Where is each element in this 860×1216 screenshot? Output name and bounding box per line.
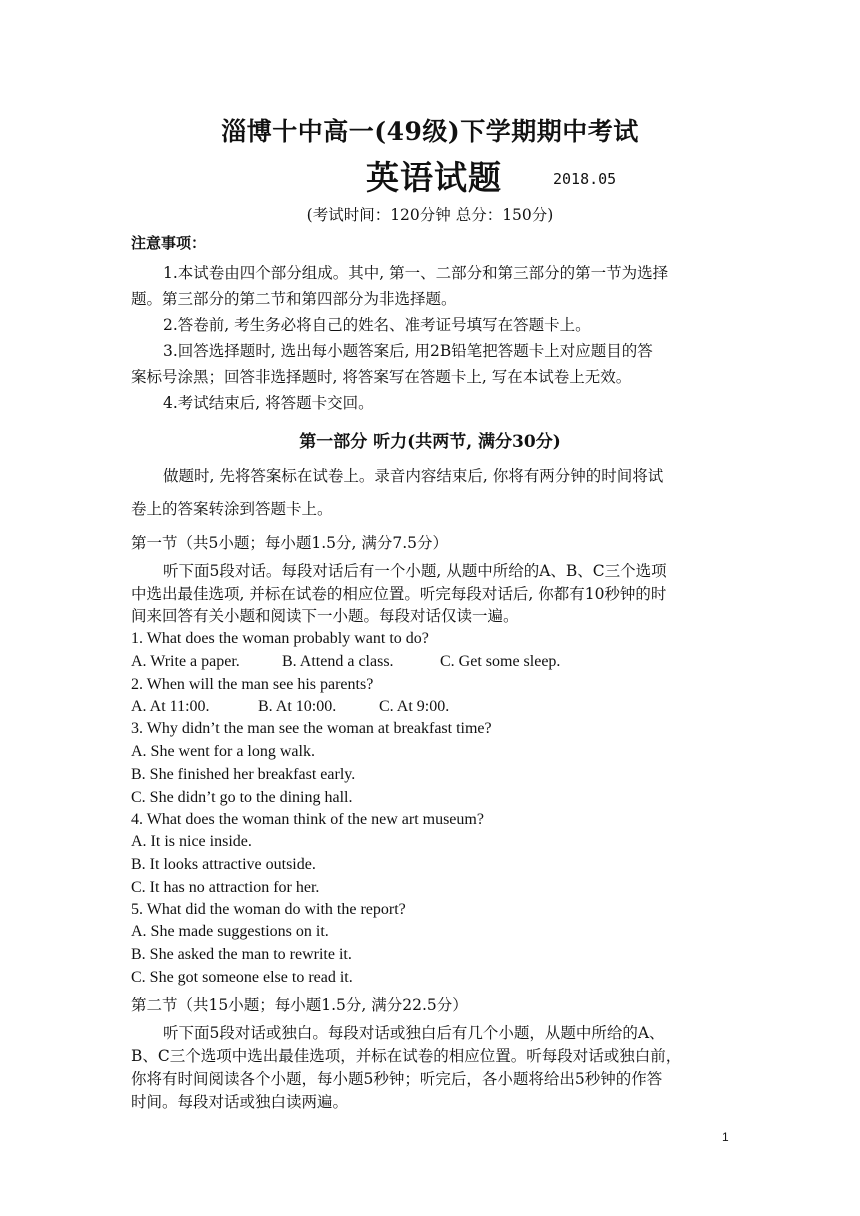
q2-option-b: B. At 10:00. — [258, 698, 337, 715]
notice-line-1: 1.本试卷由四个部分组成。其中, 第一、二部分和第三部分的第一节为选择 — [163, 264, 669, 282]
section2-instruction-4: 时间。每段对话或独白读两遍。 — [131, 1093, 349, 1111]
question-3: 3. Why didn’t the man see the woman at breakfast time? — [131, 720, 492, 737]
page-number: 1 — [722, 1130, 729, 1144]
notice-line-2: 题。第三部分的第二节和第四部分为非选择题。 — [131, 290, 457, 308]
notice-line-5: 案标号涂黑；回答非选择题时, 将答案写在答题卡上, 写在本试卷上无效。 — [131, 368, 632, 386]
q1-option-b: B. Attend a class. — [282, 653, 394, 670]
notice-line-3: 2.答卷前, 考生务必将自己的姓名、准考证号填写在答题卡上。 — [163, 316, 591, 334]
section2-heading: 第二节（共15小题；每小题1.5分, 满分22.5分） — [131, 996, 468, 1014]
section1-instruction-1: 听下面5段对话。每段对话后有一个小题, 从题中所给的A、B、C三个选项 — [163, 562, 667, 580]
section2-instruction-2: B、C三个选项中选出最佳选项，并标在试卷的相应位置。听每段对话或独白前， — [131, 1047, 682, 1065]
q5-option-c: C. She got someone else to read it. — [131, 969, 353, 986]
notice-heading: 注意事项： — [131, 234, 207, 252]
subject-title: 英语试题 — [366, 158, 502, 197]
q5-option-a: A. She made suggestions on it. — [131, 923, 329, 940]
q1-option-c: C. Get some sleep. — [440, 653, 561, 670]
q2-option-a: A. At 11:00. — [131, 698, 210, 715]
q4-option-a: A. It is nice inside. — [131, 833, 252, 850]
section2-instruction-1: 听下面5段对话或独白。每段对话或独白后有几个小题，从题中所给的A、 — [163, 1024, 665, 1042]
q4-option-c: C. It has no attraction for her. — [131, 879, 320, 896]
q5-option-b: B. She asked the man to rewrite it. — [131, 946, 352, 963]
exam-title: 淄博十中高一(49级)下学期期中考试 — [221, 117, 639, 146]
q3-option-a: A. She went for a long walk. — [131, 743, 315, 760]
part1-heading: 第一部分 听力(共两节, 满分30分) — [299, 432, 561, 452]
q2-option-c: C. At 9:00. — [379, 698, 450, 715]
part1-intro-1: 做题时, 先将答案标在试卷上。录音内容结束后, 你将有两分钟的时间将试 — [163, 467, 664, 485]
question-1: 1. What does the woman probably want to do? — [131, 630, 429, 647]
question-2: 2. When will the man see his parents? — [131, 676, 374, 693]
q1-option-a: A. Write a paper. — [131, 653, 240, 670]
notice-line-4: 3.回答选择题时, 选出每小题答案后, 用2B铅笔把答题卡上对应题目的答 — [163, 342, 653, 360]
question-5: 5. What did the woman do with the report? — [131, 901, 406, 918]
exam-date: 2018.05 — [553, 170, 617, 188]
section1-instruction-3: 间来回答有关小题和阅读下一小题。每段对话仅读一遍。 — [131, 607, 519, 625]
q4-option-b: B. It looks attractive outside. — [131, 856, 316, 873]
q3-option-c: C. She didn’t go to the dining hall. — [131, 789, 353, 806]
section2-instruction-3: 你将有时间阅读各个小题，每小题5秒钟；听完后，各小题将给出5秒钟的作答 — [131, 1070, 663, 1088]
section1-instruction-2: 中选出最佳选项, 并标在试卷的相应位置。听完每段对话后, 你都有10秒钟的时 — [131, 585, 667, 603]
part1-intro-2: 卷上的答案转涂到答题卡上。 — [131, 500, 333, 518]
section1-heading: 第一节（共5小题；每小题1.5分, 满分7.5分） — [131, 534, 449, 552]
exam-info: (考试时间：120分钟 总分：150分) — [306, 206, 554, 224]
notice-line-6: 4.考试结束后, 将答题卡交回。 — [163, 394, 374, 412]
question-4: 4. What does the woman think of the new art museum? — [131, 811, 484, 828]
q3-option-b: B. She finished her breakfast early. — [131, 766, 356, 783]
